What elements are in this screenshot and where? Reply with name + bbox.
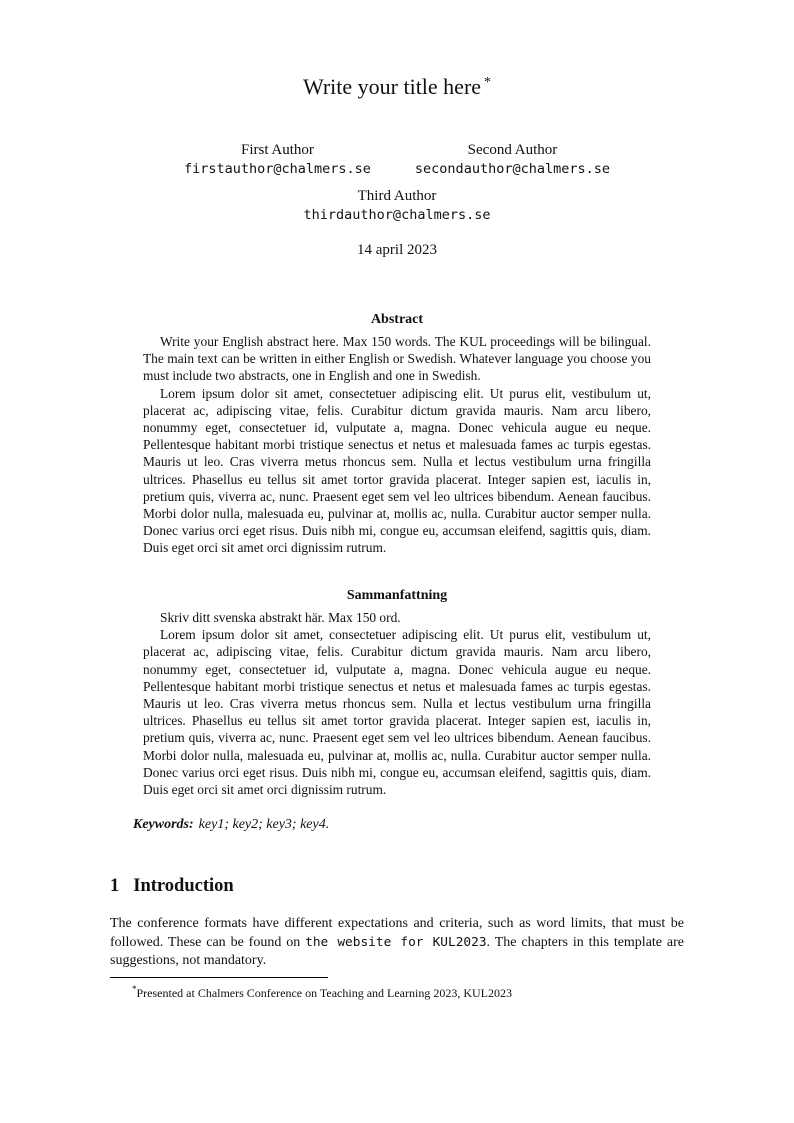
sammanfattning-paragraph-2: Lorem ipsum dolor sit amet, consectetuer adipiscing elit. Ut purus elit, vestibulum ut, placerat ac, adipiscing vitae, felis. Curabitur dictum gravida mauris. Nam arcu libero, nonummy eget, consectetuer id, vulputate a, magna. Donec vehicula augue eu neque. Pellentesque habitant morbi tristique senectus et netus et malesuada fames ac turpis egestas. Mauris ut leo. Cras viverra metus rhoncus sem. Nulla et lectus vestibulum urna fringilla ultrices. Phasellus eu tellus sit amet tortor gravida placerat. Integer sapien est, iaculis in, pretium quis, viverra ac, nunc. Praesent eget sem vel leo ultrices bibendum. Aenean faucibus. Morbi dolor nulla, malesuada eu, pulvinar at, mollis ac, nulla. Curabitur auctor semper nulla. Donec varius orci eget risus. Duis nibh mi, congue eu, accumsan eleifend, sagittis quis, diam. Duis eget orci sit amet orci dignissim rutrum. <box>143 627 651 798</box>
section-1-heading <box>110 876 234 897</box>
sammanfattning-body <box>143 609 651 798</box>
keywords-items: key1; key2; key3; key4. <box>198 817 330 832</box>
section-1-title: Introduction <box>133 876 234 896</box>
introduction-text-before-link: The conference formats have different expectations and criteria, such as word limits, that must be followed. These can be found on <box>110 916 684 950</box>
title-footnote-mark: * <box>484 74 492 90</box>
footnote-rule <box>110 977 328 978</box>
abstract-heading: Abstract <box>370 312 424 327</box>
kul2023-website-link[interactable]: the website for KUL2023 <box>305 934 487 950</box>
abstract-paragraph-1: Write your English abstract here. Max 150 words. The KUL proceedings will be bilingual. The main text can be written in either English or Swedish. Whatever language you choose you must include two abstracts, one in English and one in Swedish. <box>143 334 651 384</box>
keywords-label: Keywords: <box>133 817 194 832</box>
author-second <box>415 140 610 179</box>
section-1-number: 1 <box>110 876 120 896</box>
author-first-email: firstauthor@chalmers.se <box>183 161 371 177</box>
footnote-text: Presented at Chalmers Conference on Teaching and Learning 2023, KUL2023 <box>136 986 512 1000</box>
paper-date: 14 april 2023 <box>357 242 437 258</box>
sammanfattning-heading: Sammanfattning <box>346 588 448 603</box>
sammanfattning-paragraph-1: Skriv ditt svenska abstrakt här. Max 150 ord. <box>160 610 401 625</box>
abstract-paragraph-2: Lorem ipsum dolor sit amet, consectetuer adipiscing elit. Ut purus elit, vestibulum ut, placerat ac, adipiscing vitae, felis. Curabitur dictum gravida mauris. Nam arcu libero, nonummy eget, consectetuer id, vulputate a, magna. Donec vehicula augue eu neque. Pellentesque habitant morbi tristique senectus et netus et malesuada fames ac turpis egestas. Mauris ut leo. Cras viverra metus rhoncus sem. Nulla et lectus vestibulum urna fringilla ultrices. Phasellus eu tellus sit amet tortor gravida placerat. Integer sapien est, iaculis in, pretium quis, viverra ac, nunc. Praesent eget sem vel leo ultrices bibendum. Aenean faucibus. Morbi dolor nulla, malesuada eu, pulvinar at, mollis ac, nulla. Curabitur auctor semper nulla. Donec varius orci eget risus. Duis nibh mi, congue eu, accumsan eleifend, sagittis quis, diam. Duis eget orci sit amet orci dignissim rutrum. <box>143 385 651 556</box>
footnote <box>110 982 684 1001</box>
author-second-email: secondauthor@chalmers.se <box>414 161 610 177</box>
author-first <box>184 140 371 179</box>
introduction-paragraph <box>110 915 684 971</box>
keywords-line <box>133 817 684 833</box>
author-second-name: Second Author <box>467 142 558 158</box>
introduction-text-after-link: . The chapters in this template are suggestions, not mandatory. <box>110 934 685 968</box>
footnote-mark: * <box>132 984 137 994</box>
authors-row <box>0 140 794 179</box>
footnote-area <box>110 977 684 1001</box>
author-third <box>0 186 794 225</box>
paper-title-text: Write your title here <box>302 74 482 99</box>
author-first-name: First Author <box>240 142 314 158</box>
author-third-email: thirdauthor@chalmers.se <box>303 207 491 223</box>
abstract-body <box>143 333 651 557</box>
author-third-name: Third Author <box>357 188 437 204</box>
paper-title <box>0 74 794 100</box>
